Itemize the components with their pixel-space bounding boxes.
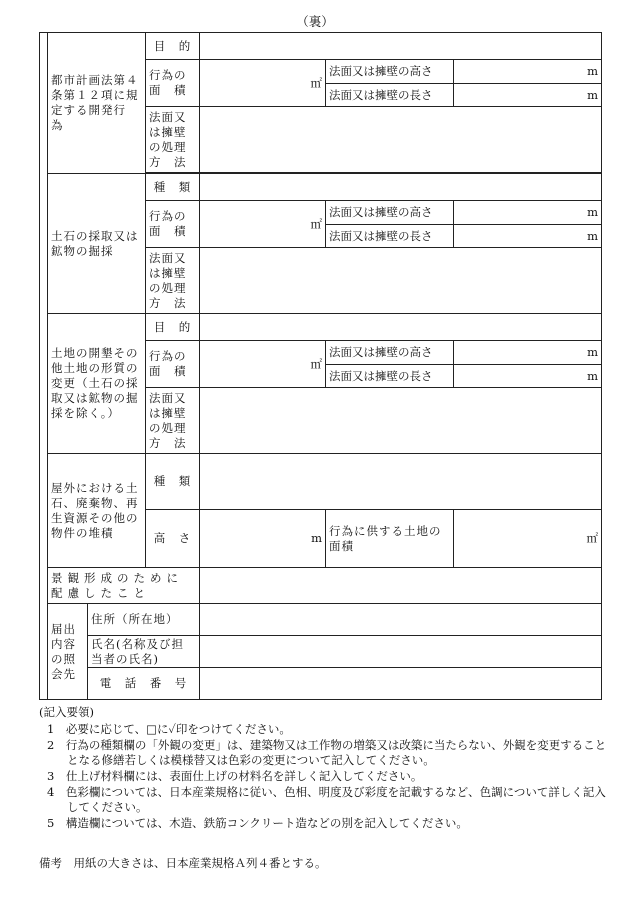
unit-m: m [311,531,322,545]
area-label: 行為の面 積 [146,60,200,107]
instructions-heading: (記入要領) [39,705,94,719]
unit-m2: ㎡ [586,531,598,545]
contact-phone-label: 電 話 番 号 [88,668,200,700]
purpose-field[interactable] [200,33,602,60]
method-field[interactable] [200,248,602,314]
area-label: 行為の面 積 [146,201,200,248]
notification-form-table [39,32,602,700]
kind-field[interactable] [200,174,602,201]
kind-label: 種 類 [146,454,200,510]
instructions [39,705,609,832]
unit-m: m [587,64,598,78]
landscape-label: 景観形成のために配慮したこと [48,568,200,604]
land-area-field[interactable] [454,510,602,568]
section-land-alteration: 土地の開墾その他土地の形質の変更（土石の採取又は鉱物の掘採を除く。） [48,314,146,454]
landscape-field[interactable] [200,568,602,604]
unit-m2: ㎡ [310,356,322,371]
section-development-act: 都市計画法第４条第１２項に規定する開発行 為 [48,33,146,174]
instruction-item: 5 構造欄については、木造、鉄筋コンクリート造などの別を記入してください。 [47,816,468,830]
purpose-label: 目 的 [146,314,200,341]
slope-length-label: 法面又は擁壁の長さ [326,84,454,107]
area-label: 行為の面 積 [146,341,200,388]
slope-height-field[interactable] [454,201,602,225]
height-label: 高 さ [146,510,200,568]
remark: 備考 用紙の大きさは、日本産業規格Ａ列４番とする。 [39,856,327,870]
slope-height-label: 法面又は擁壁の高さ [326,60,454,84]
kind-field[interactable] [200,454,602,510]
method-field[interactable] [200,388,602,454]
slope-length-field[interactable] [454,365,602,388]
unit-m: m [587,228,598,243]
slope-length-label: 法面又は擁壁の長さ [326,225,454,248]
area-field[interactable] [200,60,326,107]
unit-m: m [587,205,598,219]
unit-m2: ㎡ [310,216,322,231]
area-field[interactable] [200,341,326,388]
left-margin-column [40,33,48,700]
section-stockpile: 屋外における土石、廃棄物、再生資源その他の物件の堆積 [48,454,146,568]
contact-phone-field[interactable] [200,668,602,700]
method-label: 法面又は擁壁の処理方 法 [146,388,200,454]
unit-m: m [587,345,598,359]
slope-length-field[interactable] [454,84,602,107]
contact-title: 届出内容の照会先 [48,604,88,700]
unit-m: m [587,87,598,102]
unit-m: m [587,368,598,383]
land-area-label: 行為に供する土地の面積 [326,510,454,568]
instruction-item: 2 行為の種類欄の「外観の変更」は、建築物又は工作物の増築又は改築に当たらない、外観を変更することとなる修繕若しくは模様替又は色彩の変更について記入してください。 [47,738,607,767]
slope-height-field[interactable] [454,341,602,365]
purpose-label: 目 的 [146,33,200,60]
instruction-item: 3 仕上げ材料欄には、表面仕上げの材料名を詳しく記入してください。 [47,769,423,783]
height-field[interactable] [200,510,326,568]
method-field[interactable] [200,107,602,173]
contact-name-field[interactable] [200,636,602,668]
page-header: （裏） [296,14,334,29]
instruction-item: 1 必要に応じて、□に✓印をつけてください。 [47,722,291,736]
method-label: 法面又は擁壁の処理方 法 [146,107,200,173]
slope-length-field[interactable] [454,225,602,248]
slope-height-label: 法面又は擁壁の高さ [326,201,454,225]
contact-address-label: 住所（所在地） [88,604,200,636]
kind-label: 種 類 [146,174,200,201]
contact-name-label: 氏名(名称及び担当者の氏名) [88,636,200,668]
slope-length-label: 法面又は擁壁の長さ [326,365,454,388]
area-field[interactable] [200,201,326,248]
section-quarrying: 土石の採取又は鉱物の掘採 [48,174,146,314]
slope-height-field[interactable] [454,60,602,84]
contact-address-field[interactable] [200,604,602,636]
instruction-item: 4 色彩欄については、日本産業規格に従い、色相、明度及び彩度を記載するなど、色調について詳しく記入してください。 [47,785,606,814]
purpose-field[interactable] [200,314,602,341]
unit-m2: ㎡ [310,75,322,90]
slope-height-label: 法面又は擁壁の高さ [326,341,454,365]
method-label: 法面又は擁壁の処理方 法 [146,248,200,314]
